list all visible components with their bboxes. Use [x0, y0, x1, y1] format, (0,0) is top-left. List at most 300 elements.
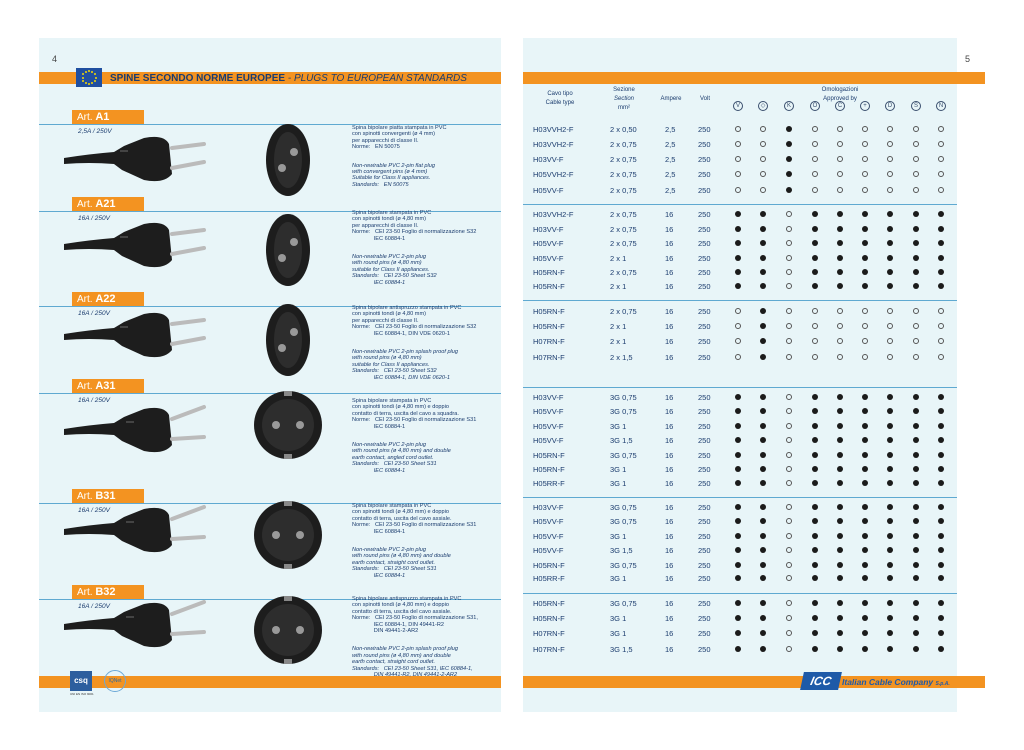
approved-dot-icon [812, 437, 818, 443]
volt-cell: 250 [698, 645, 711, 654]
approved-dot-icon [760, 533, 766, 539]
article-description: Spina bipolare stampata in PVC con spinotti tondi (ø 4,80 mm) e doppio contatto di terra, uscita del cavo a squadra. Norme: CEI 23-50 Foglio di normalizzazione S31 IEC 60884-1 Non-rewirable PVC 2-pin plug with round pins (ø 4,80 mm) and double earth contact, angled cord outlet. Standards: CEI 23-50 Sheet S31 IEC 60884-1 [352, 398, 477, 474]
volt-cell: 250 [698, 599, 711, 608]
approved-dot-icon [735, 408, 741, 414]
not-approved-dot-icon [837, 141, 843, 147]
approved-dot-icon [837, 240, 843, 246]
eu-star-icon [85, 71, 87, 73]
cable-type-cell: H05RN-F [533, 307, 565, 316]
cable-type-cell: H05RN-F [533, 614, 565, 623]
not-approved-dot-icon [887, 323, 893, 329]
approved-dot-icon [786, 126, 792, 132]
cable-type-cell: H03VVH2-F [533, 125, 574, 134]
approved-dot-icon [760, 323, 766, 329]
eu-star-icon [82, 80, 84, 82]
plug-side-icon [64, 590, 214, 660]
section-cell: 3G 0,75 [610, 599, 637, 608]
article-description: Spina bipolare stampata in PVC con spinotti tondi (ø 4,80 mm) per apparecchi di classe II. Norme: CEI 23-50 Foglio di normalizzazione S32 IEC 60884-1 Non-rewirable PVC 2-pin plug with round pins (ø 4,80 mm) suitable for Class II appliances. Standards: CEI 23-50 Sheet S32 IEC 60884-1 [352, 210, 477, 286]
volt-cell: 250 [698, 225, 711, 234]
approved-dot-icon [938, 533, 944, 539]
approved-dot-icon [938, 600, 944, 606]
article-rating: 2,5A / 250V [78, 128, 112, 135]
header-section: Sezione Section mm² [613, 87, 635, 111]
not-approved-dot-icon [938, 141, 944, 147]
article-rating: 16A / 250V [78, 215, 110, 222]
table-row [523, 405, 957, 419]
approved-dot-icon [887, 615, 893, 621]
header-volt: Volt [699, 96, 710, 102]
nemko-icon: N [936, 101, 946, 111]
approved-dot-icon [735, 394, 741, 400]
approved-dot-icon [862, 423, 868, 429]
approved-dot-icon [913, 466, 919, 472]
not-approved-dot-icon [786, 600, 792, 606]
volt-cell: 250 [698, 254, 711, 263]
cable-type-cell: H03VV-F [533, 393, 564, 402]
approved-dot-icon [938, 562, 944, 568]
approved-dot-icon [913, 255, 919, 261]
approved-dot-icon [837, 423, 843, 429]
cable-type-cell: H03VV-F [533, 225, 564, 234]
section-cell: 2 x 1 [610, 282, 627, 291]
article-title: Art. B32 [72, 585, 144, 599]
approved-dot-icon [887, 562, 893, 568]
ampere-cell: 16 [665, 546, 674, 555]
volt-cell: 250 [698, 503, 711, 512]
cable-type-cell: H05RN-F [533, 282, 565, 291]
not-approved-dot-icon [812, 156, 818, 162]
approved-dot-icon [760, 408, 766, 414]
approved-dot-icon [812, 255, 818, 261]
volt-cell: 250 [698, 629, 711, 638]
ampere-cell: 2,5 [665, 125, 676, 134]
not-approved-dot-icon [786, 269, 792, 275]
ampere-cell: 16 [665, 436, 674, 445]
approved-dot-icon [913, 283, 919, 289]
not-approved-dot-icon [786, 533, 792, 539]
ampere-cell: 16 [665, 268, 674, 277]
approved-dot-icon [812, 240, 818, 246]
not-approved-dot-icon [786, 562, 792, 568]
approved-dot-icon [812, 630, 818, 636]
approved-dot-icon [760, 646, 766, 652]
ampere-cell: 2,5 [665, 170, 676, 179]
section-cell: 2 x 0,75 [610, 225, 637, 234]
volt-cell: 250 [698, 546, 711, 555]
approved-dot-icon [735, 615, 741, 621]
not-approved-dot-icon [837, 126, 843, 132]
cable-type-cell: H05VV-F [533, 186, 564, 195]
not-approved-dot-icon [938, 308, 944, 314]
section-cell: 3G 0,75 [610, 393, 637, 402]
not-approved-dot-icon [786, 226, 792, 232]
approved-dot-icon [913, 615, 919, 621]
approved-dot-icon [760, 308, 766, 314]
not-approved-dot-icon [913, 354, 919, 360]
not-approved-dot-icon [837, 308, 843, 314]
plug-front-icon [248, 120, 328, 200]
plug-side-icon [64, 300, 214, 370]
approved-dot-icon [760, 437, 766, 443]
approved-dot-icon [862, 562, 868, 568]
ampere-cell: 16 [665, 322, 674, 331]
approved-dot-icon [862, 518, 868, 524]
not-approved-dot-icon [786, 547, 792, 553]
table-row [523, 280, 957, 294]
not-approved-dot-icon [938, 156, 944, 162]
table-row [523, 559, 957, 573]
section-cell: 2 x 0,75 [610, 140, 637, 149]
approved-dot-icon [760, 575, 766, 581]
approved-dot-icon [760, 562, 766, 568]
table-row [523, 138, 957, 152]
approved-dot-icon [837, 646, 843, 652]
ampere-cell: 16 [665, 629, 674, 638]
approved-dot-icon [837, 533, 843, 539]
not-approved-dot-icon [786, 437, 792, 443]
article-rating: 16A / 250V [78, 397, 110, 404]
article-rating: 16A / 250V [78, 603, 110, 610]
table-row [523, 420, 957, 434]
cable-type-cell: H05RN-F [533, 561, 565, 570]
not-approved-dot-icon [786, 394, 792, 400]
approved-dot-icon [760, 354, 766, 360]
eu-star-icon [94, 80, 96, 82]
not-approved-dot-icon [913, 171, 919, 177]
not-approved-dot-icon [735, 171, 741, 177]
not-approved-dot-icon [786, 308, 792, 314]
volt-cell: 250 [698, 532, 711, 541]
approved-dot-icon [812, 423, 818, 429]
not-approved-dot-icon [735, 323, 741, 329]
company-name: Italian Cable Company S.p.A. [842, 677, 950, 687]
approved-dot-icon [887, 547, 893, 553]
not-approved-dot-icon [887, 308, 893, 314]
approved-dot-icon [913, 575, 919, 581]
not-approved-dot-icon [938, 354, 944, 360]
approved-dot-icon [812, 600, 818, 606]
approved-dot-icon [862, 240, 868, 246]
not-approved-dot-icon [862, 156, 868, 162]
cable-type-cell: H07RN-F [533, 645, 565, 654]
not-approved-dot-icon [786, 646, 792, 652]
approved-dot-icon [913, 518, 919, 524]
approved-dot-icon [862, 533, 868, 539]
plug-front-icon [248, 495, 328, 575]
cable-type-cell: H05VVH2-F [533, 170, 574, 179]
approved-dot-icon [812, 533, 818, 539]
ampere-cell: 16 [665, 465, 674, 474]
approved-dot-icon [837, 518, 843, 524]
table-row [523, 434, 957, 448]
not-approved-dot-icon [786, 518, 792, 524]
not-approved-dot-icon [786, 466, 792, 472]
not-approved-dot-icon [913, 338, 919, 344]
eu-star-icon [94, 73, 96, 75]
approved-dot-icon [862, 255, 868, 261]
header-approvals: Omologazioni Approved by [821, 87, 859, 102]
not-approved-dot-icon [887, 338, 893, 344]
approved-dot-icon [812, 211, 818, 217]
approved-dot-icon [913, 562, 919, 568]
not-approved-dot-icon [786, 354, 792, 360]
volt-cell: 250 [698, 517, 711, 526]
approved-dot-icon [735, 255, 741, 261]
ampere-cell: 16 [665, 225, 674, 234]
not-approved-dot-icon [938, 171, 944, 177]
article-description: Spina bipolare antispruzzo stampata in PVC con spinotti tondi (ø 4,80 mm) e doppio contatto di terra, uscita del cavo assiale. Norme: CEI 23-50 Foglio di normalizzazione S31, IEC 60884-1, DIN 49441-R2 DIN 49441-2-AR2 Non-rewirable PVC 2-pin splash proof plug with round pins (ø 4,80 mm) and double earth contact, straight cord outlet. Standards: CEI 23-50 Sheet S31, IEC 60884-1, DIN 49441-R2, DIN 49441-2-AR2 [352, 596, 478, 679]
approved-dot-icon [862, 480, 868, 486]
not-approved-dot-icon [862, 323, 868, 329]
article-title: Art. B31 [72, 489, 144, 503]
cable-type-cell: H05RN-F [533, 599, 565, 608]
section-cell: 3G 1 [610, 465, 627, 474]
approved-dot-icon [735, 283, 741, 289]
approved-dot-icon [862, 466, 868, 472]
not-approved-dot-icon [786, 630, 792, 636]
approved-dot-icon [735, 437, 741, 443]
not-approved-dot-icon [862, 338, 868, 344]
not-approved-dot-icon [913, 187, 919, 193]
cable-type-cell: H05VV-F [533, 407, 564, 416]
cable-type-cell: H07RN-F [533, 353, 565, 362]
approved-dot-icon [938, 255, 944, 261]
cable-type-cell: H05RR-F [533, 574, 565, 583]
volt-cell: 250 [698, 239, 711, 248]
approved-dot-icon [862, 452, 868, 458]
approved-dot-icon [887, 437, 893, 443]
volt-cell: 250 [698, 465, 711, 474]
volt-cell: 250 [698, 479, 711, 488]
approved-dot-icon [887, 394, 893, 400]
ampere-cell: 16 [665, 561, 674, 570]
approved-dot-icon [862, 437, 868, 443]
not-approved-dot-icon [812, 323, 818, 329]
not-approved-dot-icon [938, 187, 944, 193]
ampere-cell: 16 [665, 407, 674, 416]
approved-dot-icon [913, 408, 919, 414]
approved-dot-icon [938, 480, 944, 486]
section-cell: 3G 0,75 [610, 503, 637, 512]
table-row [523, 643, 957, 657]
volt-cell: 250 [698, 268, 711, 277]
volt-cell: 250 [698, 422, 711, 431]
sev-icon: + [860, 101, 870, 111]
approved-dot-icon [938, 630, 944, 636]
cable-type-cell: H07RN-F [533, 629, 565, 638]
approved-dot-icon [760, 504, 766, 510]
ampere-cell: 16 [665, 503, 674, 512]
cable-type-cell: H05RN-F [533, 451, 565, 460]
page-number-left: 4 [52, 54, 58, 64]
not-approved-dot-icon [862, 187, 868, 193]
not-approved-dot-icon [812, 338, 818, 344]
approved-dot-icon [760, 630, 766, 636]
not-approved-dot-icon [735, 338, 741, 344]
not-approved-dot-icon [913, 323, 919, 329]
section-cell: 2 x 1 [610, 322, 627, 331]
not-approved-dot-icon [837, 187, 843, 193]
eu-flag-icon [76, 68, 102, 87]
cable-type-cell: H05VV-F [533, 422, 564, 431]
section-cell: 2 x 0,75 [610, 186, 637, 195]
not-approved-dot-icon [735, 126, 741, 132]
volt-cell: 250 [698, 436, 711, 445]
approved-dot-icon [812, 408, 818, 414]
approved-dot-icon [862, 211, 868, 217]
approved-dot-icon [760, 255, 766, 261]
approved-dot-icon [862, 630, 868, 636]
approved-dot-icon [862, 575, 868, 581]
icc-logo: ICC [800, 672, 842, 690]
volt-cell: 250 [698, 561, 711, 570]
table-section-divider [523, 204, 957, 205]
section-cell: 3G 1 [610, 629, 627, 638]
plug-side-icon [64, 395, 214, 465]
section-cell: 3G 1 [610, 532, 627, 541]
table-section-divider [523, 497, 957, 498]
approved-dot-icon [938, 226, 944, 232]
approved-dot-icon [837, 480, 843, 486]
approved-dot-icon [812, 283, 818, 289]
approved-dot-icon [887, 452, 893, 458]
volt-cell: 250 [698, 614, 711, 623]
not-approved-dot-icon [786, 283, 792, 289]
article-title: Art. A31 [72, 379, 144, 393]
approved-dot-icon [837, 394, 843, 400]
approved-dot-icon [760, 226, 766, 232]
approved-dot-icon [837, 211, 843, 217]
approved-dot-icon [913, 480, 919, 486]
not-approved-dot-icon [812, 308, 818, 314]
not-approved-dot-icon [786, 240, 792, 246]
table-row [523, 544, 957, 558]
ampere-cell: 16 [665, 479, 674, 488]
cable-type-cell: H05RR-F [533, 479, 565, 488]
article-rating: 16A / 250V [78, 310, 110, 317]
not-approved-dot-icon [786, 480, 792, 486]
not-approved-dot-icon [786, 338, 792, 344]
not-approved-dot-icon [760, 141, 766, 147]
approved-dot-icon [735, 533, 741, 539]
approved-dot-icon [735, 226, 741, 232]
not-approved-dot-icon [735, 187, 741, 193]
approved-dot-icon [913, 600, 919, 606]
approved-dot-icon [786, 141, 792, 147]
approved-dot-icon [812, 562, 818, 568]
not-approved-dot-icon [938, 338, 944, 344]
article-title: Art. A1 [72, 110, 144, 124]
plug-front-icon [248, 590, 328, 670]
table-row [523, 305, 957, 319]
table-section-divider [523, 300, 957, 301]
not-approved-dot-icon [812, 354, 818, 360]
section-cell: 2 x 0,50 [610, 125, 637, 134]
approved-dot-icon [735, 562, 741, 568]
section-cell: 3G 0,75 [610, 407, 637, 416]
approved-dot-icon [862, 504, 868, 510]
csq-subtext: UNI EN ISO 9001 [70, 692, 94, 696]
approved-dot-icon [812, 466, 818, 472]
approved-dot-icon [887, 504, 893, 510]
eu-star-icon [88, 83, 90, 85]
ampere-cell: 16 [665, 307, 674, 316]
section-cell: 3G 1 [610, 479, 627, 488]
approved-dot-icon [862, 615, 868, 621]
cable-type-cell: H05VV-F [533, 546, 564, 555]
plug-side-icon [64, 495, 214, 565]
approved-dot-icon [938, 269, 944, 275]
approved-dot-icon [837, 255, 843, 261]
approved-dot-icon [735, 452, 741, 458]
ampere-cell: 16 [665, 393, 674, 402]
approved-dot-icon [735, 466, 741, 472]
article-description: Spina bipolare piatta stampata in PVC con spinotti convergenti (ø 4 mm) per apparecchi di classe II. Norme: EN 50075 Non-rewirable PVC 2-pin flat plug with convergent pins (ø 4 mm) Suitable for Class II appliances. Standards: EN 50075 [352, 125, 447, 188]
ampere-cell: 2,5 [665, 155, 676, 164]
section-cell: 2 x 0,75 [610, 155, 637, 164]
section-cell: 2 x 1,5 [610, 353, 633, 362]
not-approved-dot-icon [913, 308, 919, 314]
not-approved-dot-icon [837, 338, 843, 344]
not-approved-dot-icon [735, 308, 741, 314]
approved-dot-icon [887, 533, 893, 539]
cable-type-cell: H05VV-F [533, 532, 564, 541]
approved-dot-icon [812, 518, 818, 524]
imq-icon: ◇ [758, 101, 768, 111]
table-row [523, 223, 957, 237]
approved-dot-icon [887, 211, 893, 217]
approved-dot-icon [862, 646, 868, 652]
title-bar-right [523, 72, 985, 84]
approved-dot-icon [837, 269, 843, 275]
ampere-cell: 2,5 [665, 140, 676, 149]
demko-icon: D [885, 101, 895, 111]
approved-dot-icon [837, 600, 843, 606]
section-cell: 3G 0,75 [610, 517, 637, 526]
approved-dot-icon [913, 504, 919, 510]
approved-dot-icon [760, 518, 766, 524]
section-cell: 3G 1,5 [610, 546, 633, 555]
table-section-divider [523, 387, 957, 388]
approved-dot-icon [760, 283, 766, 289]
ampere-cell: 16 [665, 239, 674, 248]
ampere-cell: 16 [665, 210, 674, 219]
table-row [523, 572, 957, 586]
not-approved-dot-icon [786, 408, 792, 414]
section-cell: 2 x 0,75 [610, 239, 637, 248]
not-approved-dot-icon [812, 171, 818, 177]
ampere-cell: 16 [665, 254, 674, 263]
ampere-cell: 16 [665, 645, 674, 654]
approved-dot-icon [938, 504, 944, 510]
approved-dot-icon [760, 615, 766, 621]
volt-cell: 250 [698, 322, 711, 331]
not-approved-dot-icon [837, 354, 843, 360]
volt-cell: 250 [698, 574, 711, 583]
approved-dot-icon [837, 452, 843, 458]
approved-dot-icon [760, 394, 766, 400]
approved-dot-icon [735, 504, 741, 510]
plug-side-icon [64, 124, 214, 194]
not-approved-dot-icon [786, 615, 792, 621]
approved-dot-icon [887, 408, 893, 414]
not-approved-dot-icon [837, 156, 843, 162]
not-approved-dot-icon [913, 126, 919, 132]
not-approved-dot-icon [887, 141, 893, 147]
ampere-cell: 16 [665, 451, 674, 460]
not-approved-dot-icon [760, 187, 766, 193]
cable-type-cell: H03VV-F [533, 503, 564, 512]
